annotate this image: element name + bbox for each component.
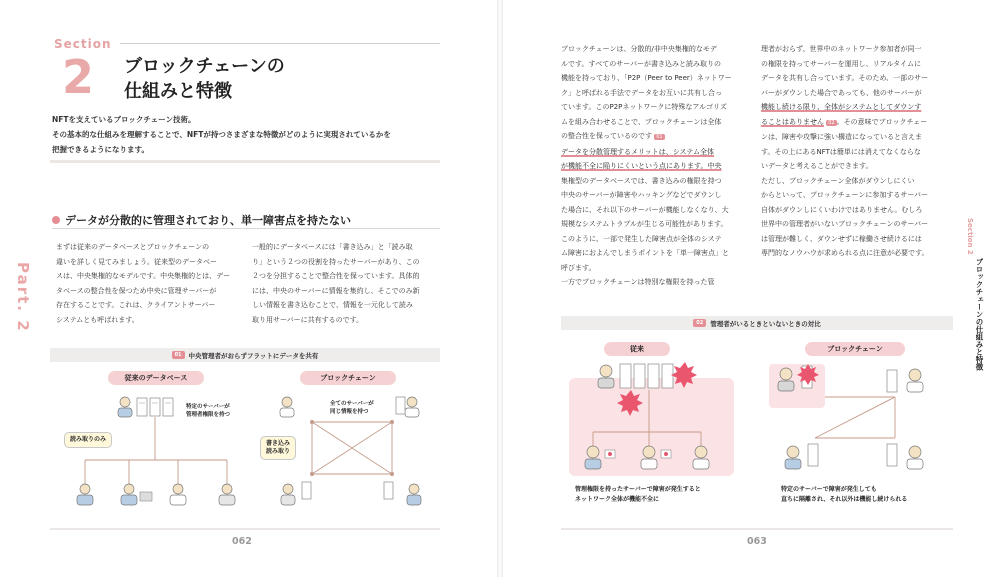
part-label: Part. 2: [14, 262, 32, 333]
figure-1-tag: 01: [172, 351, 185, 359]
body-line: ２つを分担することで整合性を保っています。具体的: [252, 272, 420, 280]
caption-line: 直ちに隔離され、それ以外は機能し続けられる: [781, 496, 908, 503]
body-line: データを共有し合っています。そのため、一部のサー: [761, 74, 929, 82]
body-line-text: の整合性を保っているのです: [561, 132, 652, 140]
figure-1-diagram: [0, 0, 497, 577]
page-number-left: 062: [232, 536, 252, 547]
right-page: [503, 0, 1000, 577]
section-vertical-label: Section 2: [966, 218, 974, 255]
title-line-2: 仕組みと特徴: [124, 81, 232, 102]
body-line: 存在することです。これは、クライアントサーバー: [56, 301, 216, 309]
label-all-servers: [330, 400, 374, 416]
speech-bubble-write-read: [260, 436, 296, 460]
label-line: 全てのサーバーが: [330, 401, 374, 407]
caption-line: 管理権限を持ったサーバーで障害が発生すると: [575, 486, 701, 493]
body-line: 自体がダウンしにくいわけではありません。むしろ: [761, 205, 923, 214]
page-number-right: 063: [747, 536, 767, 547]
bubble-line: 読み取り: [266, 448, 291, 455]
body-line: 規模なシステムトラブルが生じる可能性があります。: [561, 220, 728, 228]
pill-traditional-db: 従来のデータベース: [108, 371, 204, 385]
intro-line-2: その基本的な仕組みを理解することで、NFTが持つさまざまな特徴がどのように実現されているかを: [52, 130, 391, 139]
footer-rule: [50, 528, 440, 530]
label-line: 管理者権限を持つ: [186, 412, 231, 418]
title-line-1: ブロックチェーンの: [124, 56, 285, 77]
body-line: は管理が難しく、ダウンせずに稼働させ続けるには: [761, 234, 922, 243]
pill-blockchain: ブロックチェーン: [300, 371, 396, 385]
pill-blockchain: ブロックチェーン: [805, 342, 905, 356]
subheading-text: データが分散的に管理されており、単一障害点を持たない: [65, 214, 351, 227]
left-page: [0, 0, 497, 577]
body-line: ク」と呼ばれる手法でデータをお互いに共有し合っ: [561, 88, 722, 97]
label-line: 同じ情報を持つ: [330, 409, 369, 415]
body-line: ています。このP2Pネットワークに特殊なアルゴリズ: [561, 103, 727, 111]
body-line: スは、中央集権的なモデルです。中央集権的とは、デー: [56, 272, 231, 280]
mesh-lines: [312, 422, 392, 474]
body-line: からといって、ブロックチェーンに参加するサーバー: [761, 191, 929, 199]
body-line: しい情報を書き込むことで、情報を一元化して読み: [252, 301, 413, 309]
section-vertical-title: ブロックチェーンの仕組みと特徴: [975, 258, 984, 371]
caption-line: ネットワーク全体が機能不全に: [575, 496, 660, 503]
body-line: 中央のサーバーが障害やハッキングなどでダウンし: [561, 191, 722, 199]
body-line: には、中央のサーバーに情報を集約し、そこでのみ新: [252, 286, 420, 295]
figure-2-tag: 02: [693, 319, 706, 327]
body-line: ムを組み合わせることで、ブロックチェーンは全体: [561, 117, 722, 126]
figure-ref-tag: 02: [828, 119, 835, 126]
body-line: ム障害におよんでしまうポイントを「単一障害点」と: [561, 249, 729, 257]
body-line: まずは従来のデータベースとブロックチェーンの: [56, 243, 210, 251]
section-number: 2: [62, 50, 95, 104]
body-line: バーがダウンした場合であっても、他のサーバーが: [761, 88, 922, 97]
body-line: システムとも呼ばれます。: [56, 315, 139, 324]
body-line: ルです。すべてのサーバーが書き込みと読み取りの: [561, 59, 721, 68]
section-label: Section: [54, 37, 112, 51]
caption-line: 特定のサーバーで障害が発生しても: [781, 486, 877, 493]
figure-2-title: 管理者がいるときといないときの対比: [710, 319, 821, 328]
central-person-icon: [118, 397, 132, 417]
body-line: 取り用サーバーに共有するのです。: [252, 315, 364, 324]
body-line: の権限を持ってサーバーを運用し、リアルタイムに: [761, 59, 921, 68]
right-mesh-lines: [815, 397, 895, 438]
body-line: 専門的なノウハウが求められる点に注意が必要です。: [761, 249, 929, 257]
body-line: 集権型のデータベースでは、書き込みの権限を持つ: [561, 176, 722, 185]
label-specific-server: [186, 403, 230, 419]
intro-line-3: 把握できるようになります。: [52, 145, 149, 154]
client-person-icons: [77, 484, 235, 505]
bubble-line: 書き込み: [266, 440, 291, 447]
tree-lines: [85, 417, 227, 484]
highlight-text: が機能不全に陥りにくいという点にあります。中央: [561, 162, 722, 170]
pill-traditional: 従来: [604, 342, 670, 356]
body-line: 理者がおらず、世界中のネットワーク参加者が同一: [761, 45, 922, 53]
body-line: り」という２つの役割を持ったサーバーがあり、この: [252, 257, 420, 266]
figure-1-title: 中央管理者がおらずフラットにデータを共有: [188, 351, 319, 360]
body-line: ンは、障害や攻撃に強い構造になっていると言えま: [761, 133, 922, 141]
body-line: ブロックチェーンは、分散的/非中央集権的なモデ: [561, 45, 717, 53]
body-line: 一方でブロックチェーンは特別な権限を持った管: [561, 278, 715, 286]
figure-2-caption-right: [781, 485, 907, 505]
figure-2-caption-left: [575, 485, 701, 505]
body-line: いデータと考えることができます。: [761, 162, 873, 170]
body-line: た場合に、それ以下のサーバーが機能しなくなり、大: [561, 205, 729, 214]
left-central-person-icon: [598, 365, 614, 388]
figure-ref-tag: 01: [656, 134, 663, 140]
body-line: す。その上にあるNFTは簡単には消えてなくならな: [761, 147, 921, 156]
body-line: このように、一部で発生した障害点が全体のシステ: [561, 234, 722, 243]
body-line: 機能を持っており、「P2P（Peer to Peer）ネットワー: [561, 74, 732, 82]
isolated-zone-panel: [769, 364, 825, 408]
footer-rule: [561, 528, 953, 530]
body-line: 世界中の管理者がいないブロックチェーンのサーバー: [761, 220, 929, 228]
body-line: ただし、ブロックチェーン全体がダウンしにくい: [761, 176, 915, 185]
intro-line-1: NFTを支えているブロックチェーン技術。: [52, 115, 196, 124]
central-server-icons: [137, 398, 173, 416]
highlight-text: ることはありません: [761, 117, 824, 126]
body-line: タベースの整合性を保つため中央に管理サーバーが: [56, 286, 217, 295]
body-line: 呼びます。: [561, 263, 596, 272]
body-line-text: 。その意味でブロックチェー: [836, 117, 928, 126]
body-line: 一般的にデータベースには「書き込み」と「読み取: [252, 243, 413, 251]
highlight-text: データを分散管理するメリットは、システム全体: [561, 147, 715, 156]
speech-bubble-read-only: 読み取りのみ: [64, 432, 112, 448]
body-line: 違いを詳しく見てみましょう。従来型のデータベー: [56, 257, 217, 266]
highlight-text: 機能し続ける限り、全体がシステムとしてダウンす: [761, 103, 922, 111]
label-line: 特定のサーバーが: [186, 404, 230, 410]
